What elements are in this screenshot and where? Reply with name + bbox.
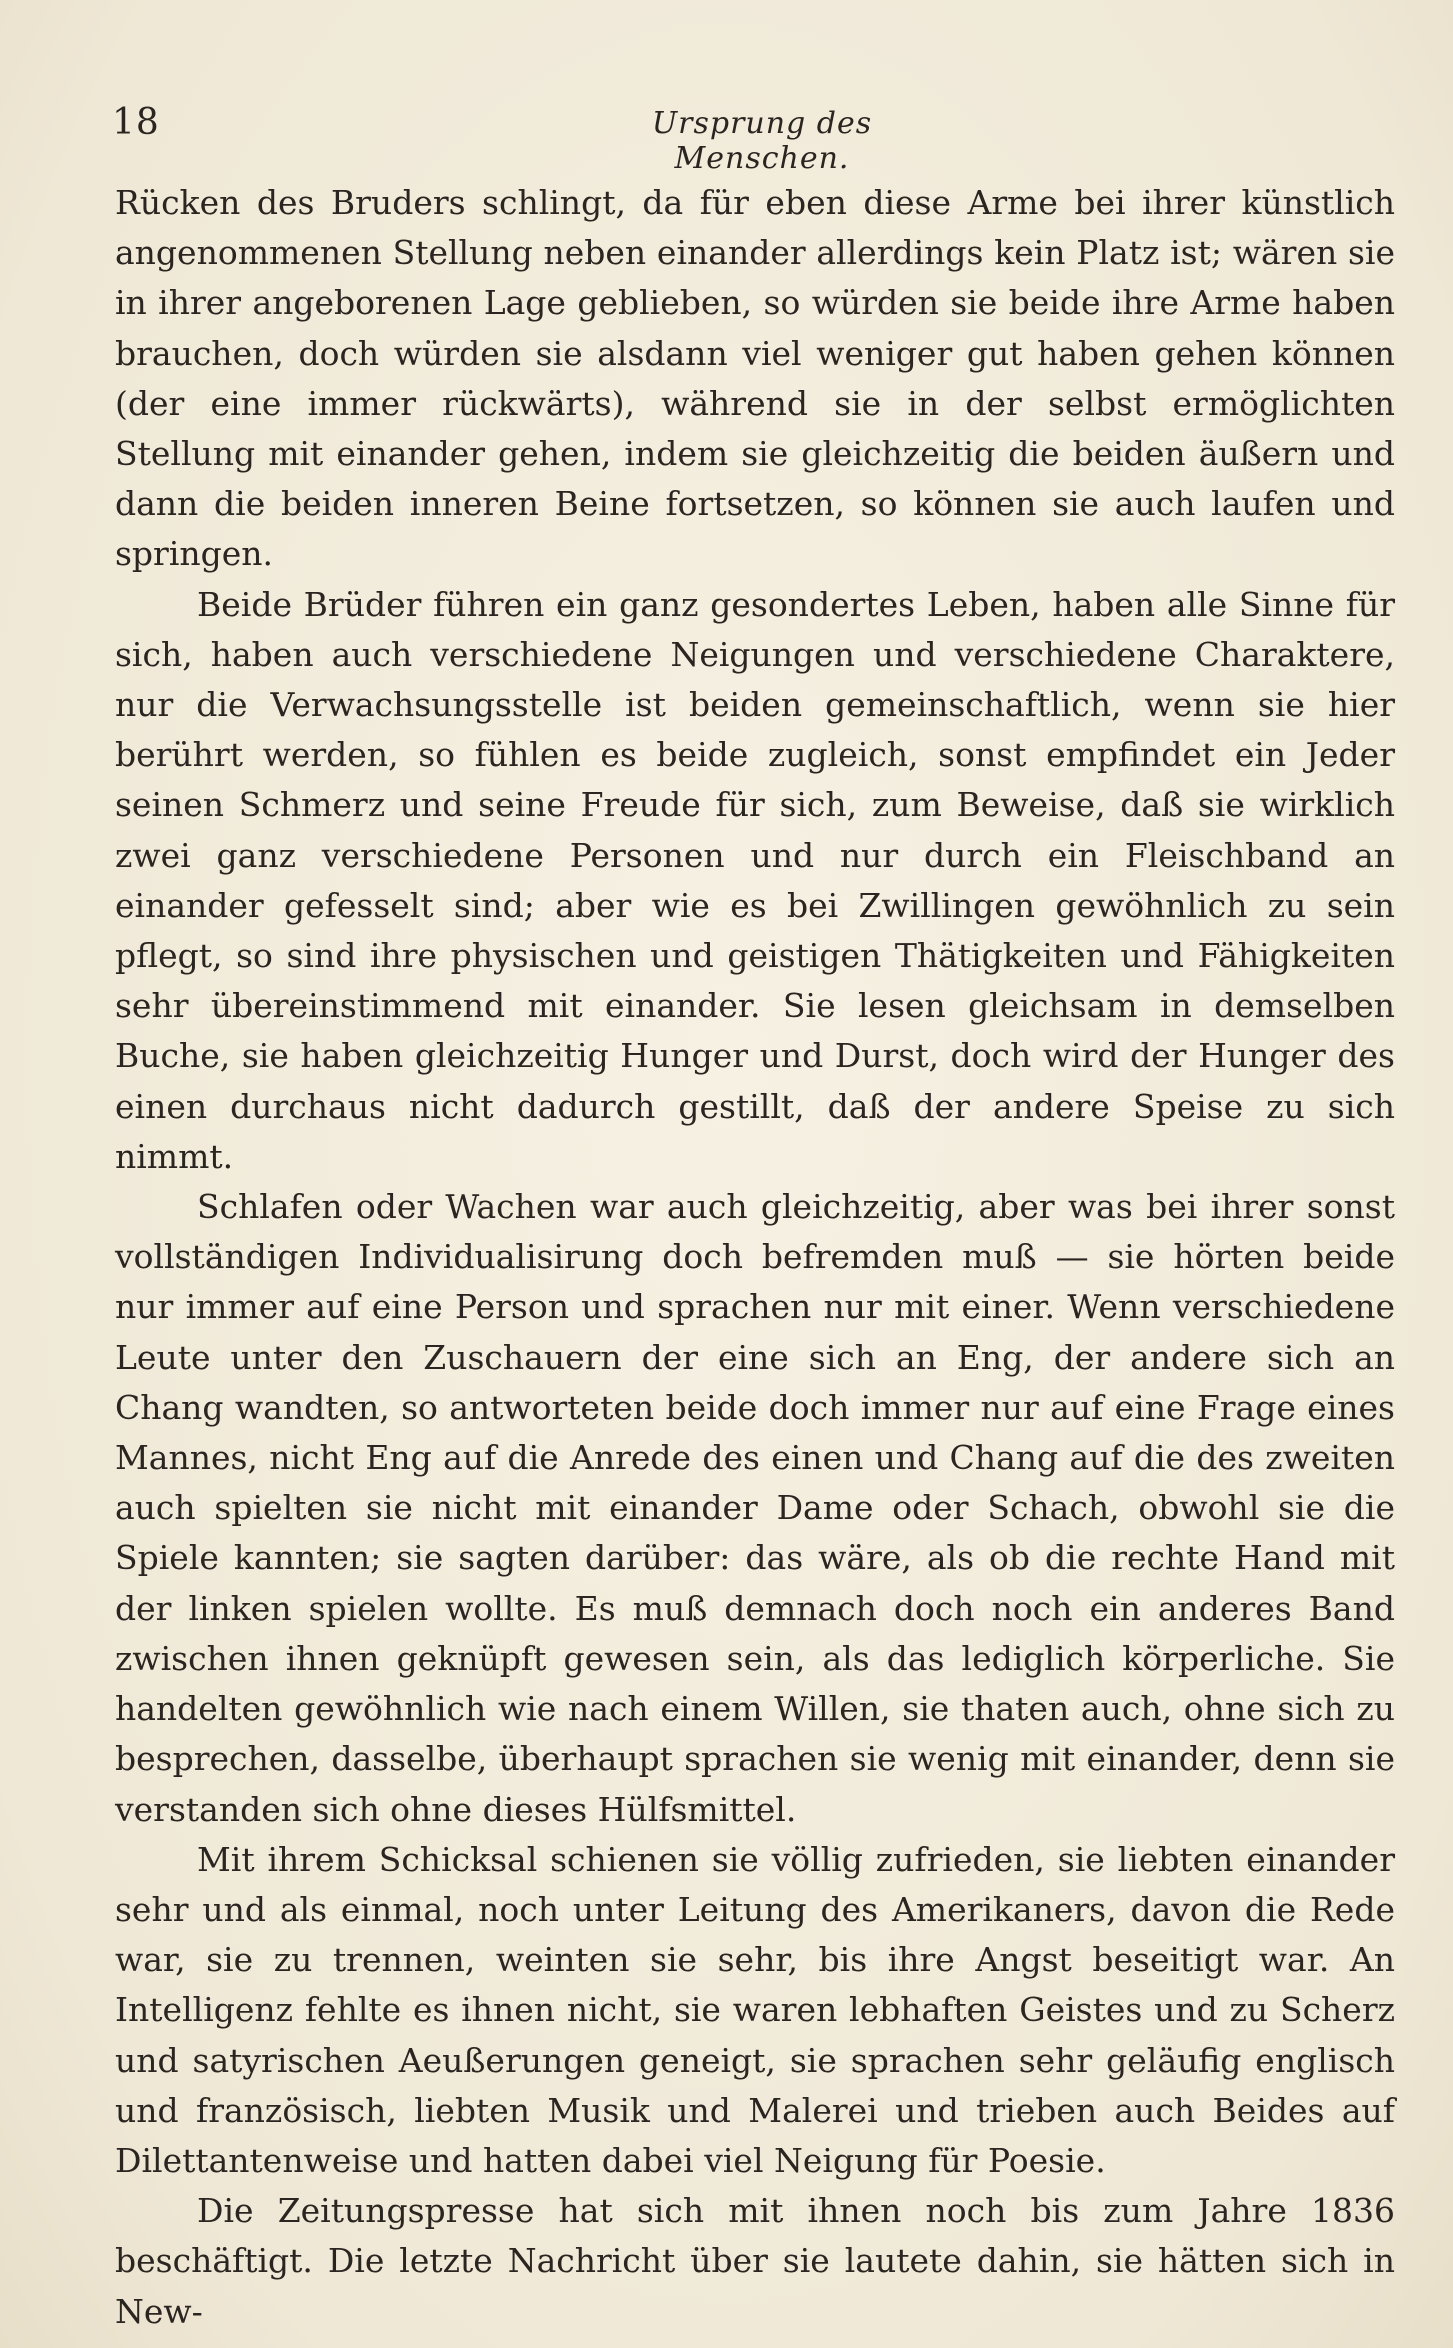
running-head: Ursprung des Menschen.: [651, 106, 873, 176]
page-header: [112, 102, 1412, 176]
paragraph: Die Zeitungspresse hat sich mit ihnen noch bis zum Jahre 1836 beschäftigt. Die letzte Nachricht über sie lautete dahin, sie hätten sich in New-: [115, 2191, 1395, 2331]
body-text: [115, 178, 1395, 2337]
paragraph: Beide Brüder führen ein ganz gesondertes Leben, haben alle Sinne für sich, haben auch verschiedene Neigungen und verschiedene Charaktere, nur die Verwachsungsstelle ist beiden gemeinschaftlich, wenn sie hier berührt werden, so fühlen es beide zugleich, sonst empfindet ein Jeder seinen Schmerz und seine Freude für sich, zum Beweise, daß sie wirklich zwei ganz verschiedene Personen und nur durch ein Fleischband an einander gefesselt sind; aber wie es bei Zwillingen gewöhnlich zu sein pflegt, so sind ihre physischen und geistigen Thätigkeiten und Fähigkeiten sehr übereinstimmend mit einander. Sie lesen gleichsam in demselben Buche, sie haben gleichzeitig Hunger und Durst, doch wird der Hunger des einen durchaus nicht dadurch gestillt, daß der andere Speise zu sich nimmt.: [115, 584, 1395, 1176]
paragraph: Schlafen oder Wachen war auch gleichzeitig, aber was bei ihrer sonst vollständigen Individualisirung doch befremden muß — sie hörten beide nur immer auf eine Person und sprachen nur mit einer. Wenn verschiedene Leute unter den Zuschauern der eine sich an Eng, der andere sich an Chang wandten, so antworteten beide doch immer nur auf eine Frage eines Mannes, nicht Eng auf die Anrede des einen und Chang auf die des zweiten auch spielten sie nicht mit einander Dame oder Schach, obwohl sie die Spiele kannten; sie sagten darüber: das wäre, als ob die rechte Hand mit der linken spielen wollte. Es muß demnach doch noch ein anderes Band zwischen ihnen geknüpft gewesen sein, als das lediglich körperliche. Sie handelten gewöhnlich wie nach einem Willen, sie thaten auch, ohne sich zu besprechen, dasselbe, überhaupt sprachen sie wenig mit einander, denn sie verstanden sich ohne dieses Hülfsmittel.: [115, 1187, 1395, 1829]
paragraph: Rücken des Bruders schlingt, da für eben diese Arme bei ihrer künstlich angenommenen Stellung neben einander allerdings kein Platz ist; wären sie in ihrer angeborenen Lage geblieben, so würden sie beide ihre Arme haben brauchen, doch würden sie alsdann viel weniger gut haben gehen können (der eine immer rückwärts), während sie in der selbst ermöglichten Stellung mit einander gehen, indem sie gleichzeitig die beiden äußern und dann die beiden inneren Beine fortsetzen, so können sie auch laufen und springen.: [115, 183, 1395, 574]
page-number: 18: [112, 102, 160, 143]
paragraph: Mit ihrem Schicksal schienen sie völlig zufrieden, sie liebten einander sehr und als einmal, noch unter Leitung des Amerikaners, davon die Rede war, sie zu trennen, weinten sie sehr, bis ihre Angst beseitigt war. An Intelligenz fehlte es ihnen nicht, sie waren lebhaften Geistes und zu Scherz und satyrischen Aeußerungen geneigt, sie sprachen sehr geläufig englisch und französisch, liebten Musik und Malerei und trieben auch Beides auf Dilettantenweise und hatten dabei viel Neigung für Poesie.: [115, 1839, 1395, 2180]
